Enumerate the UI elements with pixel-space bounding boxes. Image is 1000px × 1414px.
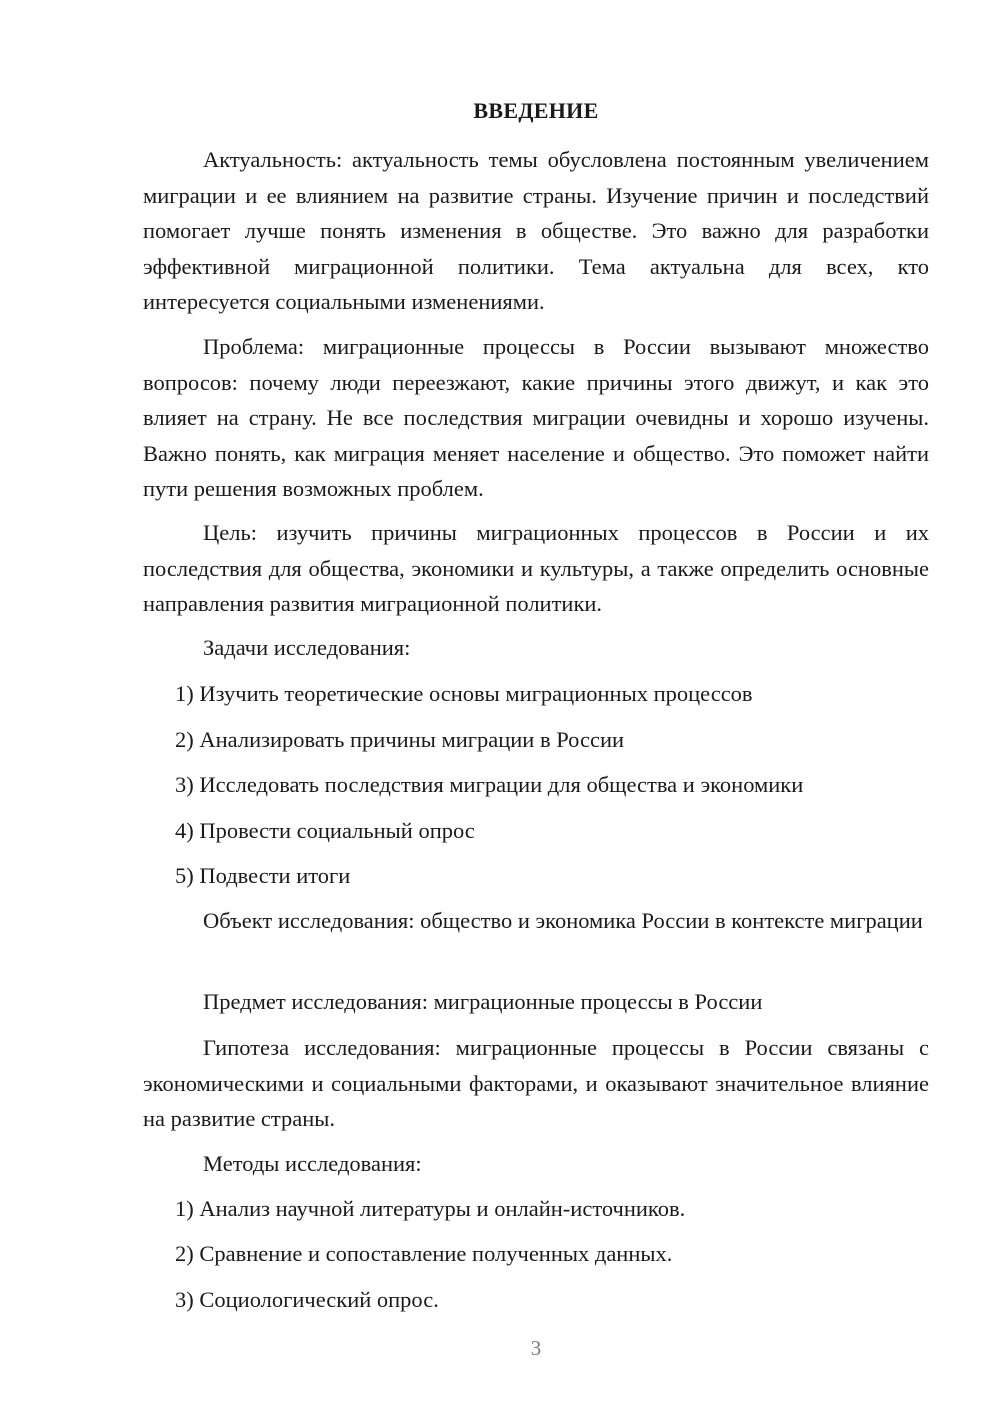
task-item: 5) Подвести итоги — [175, 863, 351, 888]
document-page — [143, 0, 929, 1414]
method-item: 2) Сравнение и сопоставление полученных данных. — [175, 1241, 673, 1266]
method-item: 1) Анализ научной литературы и онлайн-источников. — [175, 1196, 686, 1221]
page-number: 3 — [530, 1336, 542, 1360]
tasks-heading: Задачи исследования: — [203, 635, 411, 660]
subject-paragraph: Предмет исследования: миграционные процессы в России — [203, 989, 763, 1014]
problem-paragraph: Проблема: миграционные процессы в России вызывают множество вопросов: почему люди переезжают, какие причины этого движут, и как это влияет на страну. Не все последствия миграции очевидны и хорошо изучены. Важно понять, как миграция меняет население и общество. Это поможет найти пути решения возможных проблем. — [143, 334, 929, 501]
method-item: 3) Социологический опрос. — [175, 1287, 439, 1312]
page-title: ВВЕДЕНИЕ — [473, 98, 599, 123]
task-item: 1) Изучить теоретические основы миграционных процессов — [175, 681, 753, 706]
goal-paragraph: Цель: изучить причины миграционных процессов в России и их последствия для общества, экономики и культуры, а также определить основные направления развития миграционной политики. — [143, 520, 929, 616]
hypothesis-paragraph: Гипотеза исследования: миграционные процессы в России связаны с экономическими и социальными факторами, и оказывают значительное влияние на развитие страны. — [143, 1035, 929, 1131]
task-item: 2) Анализировать причины миграции в России — [175, 727, 625, 752]
relevance-paragraph: Актуальность: актуальность темы обусловлена постоянным увеличением миграции и ее влиянием на развитие страны. Изучение причин и последствий помогает лучше понять изменения в обществе. Это важно для разработки эффективной миграционной политики. Тема актуальна для всех, кто интересуется социальными изменениями. — [143, 147, 929, 314]
object-paragraph: Объект исследования: общество и экономика России в контексте миграции — [203, 908, 923, 933]
task-item: 3) Исследовать последствия миграции для общества и экономики — [175, 772, 804, 797]
task-item: 4) Провести социальный опрос — [175, 818, 475, 843]
methods-heading: Методы исследования: — [203, 1151, 422, 1176]
